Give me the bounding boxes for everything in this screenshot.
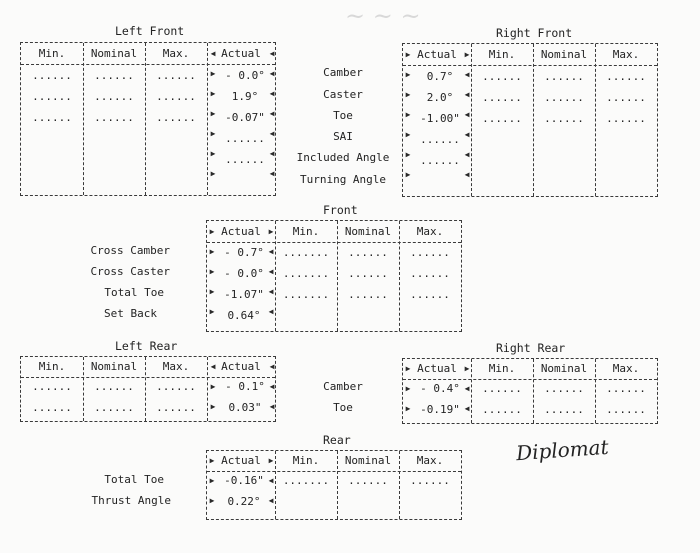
left-front-actual-caster: 1.9°	[231, 90, 259, 103]
label-caster: Caster	[323, 88, 363, 101]
label-total-toe-front: Total Toe	[104, 286, 164, 299]
right-front-header-actual: Actual	[417, 48, 457, 61]
right-rear-header-max: Max.	[612, 362, 640, 375]
left-front-header-min: Min.	[38, 47, 66, 60]
front-max-1: ......	[410, 267, 450, 280]
left-rear-header-nominal: Nominal	[90, 360, 138, 373]
left-rear-max-0: ......	[156, 380, 196, 393]
right-rear-nominal-1: ......	[544, 403, 584, 416]
right-rear-table	[402, 358, 658, 424]
right-front-nominal-1: ......	[544, 91, 584, 104]
front-actual-cross-caster: - 0.0°	[224, 267, 264, 280]
rear-table	[206, 450, 462, 520]
left-rear-table	[20, 356, 276, 422]
arrow-marker-icon: ◀ ▶ ▶	[210, 362, 216, 411]
front-header-min: Min.	[292, 225, 320, 238]
arrow-marker-icon: ▶ ◀ ◀ ◀ ◀ ◀ ◀	[464, 50, 470, 179]
left-rear-min-0: ......	[32, 380, 72, 393]
front-actual-total-toe: -1.07"	[224, 288, 264, 301]
front-nominal-2: ......	[348, 288, 388, 301]
rear-header-actual: Actual	[221, 454, 261, 467]
label-cross-camber: Cross Camber	[90, 244, 170, 257]
front-header-max: Max.	[416, 225, 444, 238]
left-rear-header-actual: Actual	[221, 360, 261, 373]
left-rear-nominal-0: ......	[94, 380, 134, 393]
right-front-nominal-0: ......	[544, 70, 584, 83]
arrow-marker-icon: ▶ ◀ ◀	[464, 364, 470, 413]
arrow-marker-icon: ◀ ◀ ◀	[269, 362, 275, 411]
arrow-marker-icon: ▶ ◀ ◀ ◀ ◀	[268, 227, 274, 316]
label-toe: Toe	[333, 109, 353, 122]
left-front-actual-sai: ......	[225, 132, 265, 145]
handwritten-note: Diplomat	[515, 434, 610, 466]
rear-actual-total-toe: -0.16"	[224, 474, 264, 487]
left-front-header-max: Max.	[162, 47, 190, 60]
front-min-1: .......	[282, 267, 330, 280]
left-front-table	[20, 42, 276, 196]
left-rear-max-1: ......	[156, 401, 196, 414]
left-front-min-0: ......	[32, 69, 72, 82]
left-front-nominal-0: ......	[94, 69, 134, 82]
label-cross-caster: Cross Caster	[90, 265, 170, 278]
rear-max-0: ......	[410, 474, 450, 487]
right-rear-actual-toe: -0.19"	[420, 403, 460, 416]
right-front-actual-caster: 2.0°	[426, 91, 454, 104]
right-front-header-min: Min.	[488, 48, 516, 61]
front-max-2: ......	[410, 288, 450, 301]
label-total-toe-rear: Total Toe	[104, 473, 164, 486]
right-rear-min-1: ......	[482, 403, 522, 416]
rear-header-max: Max.	[416, 454, 444, 467]
label-sai: SAI	[333, 130, 353, 143]
label-thrust-angle: Thrust Angle	[91, 494, 171, 507]
right-rear-header-nominal: Nominal	[540, 362, 588, 375]
left-rear-actual-camber: - 0.1°	[225, 380, 265, 393]
right-front-actual-sai: ......	[420, 133, 460, 146]
right-front-max-2: ......	[606, 112, 646, 125]
right-front-header-nominal: Nominal	[540, 48, 588, 61]
right-rear-header-min: Min.	[488, 362, 516, 375]
arrow-marker-icon: ▶ ◀ ◀	[268, 456, 274, 505]
left-front-min-2: ......	[32, 111, 72, 124]
left-front-actual-included-angle: ......	[225, 153, 265, 166]
rear-actual-thrust-angle: 0.22°	[227, 495, 261, 508]
right-front-actual-included-angle: ......	[420, 154, 460, 167]
right-rear-title: Right Rear	[496, 341, 566, 355]
right-front-min-1: ......	[482, 91, 522, 104]
front-table	[206, 220, 462, 332]
front-actual-cross-camber: - 0.7°	[224, 246, 264, 259]
front-title: Front	[323, 203, 358, 217]
left-front-nominal-2: ......	[94, 111, 134, 124]
right-rear-max-1: ......	[606, 403, 646, 416]
left-rear-header-min: Min.	[38, 360, 66, 373]
front-max-0: ......	[410, 246, 450, 259]
front-min-2: .......	[282, 288, 330, 301]
front-header-nominal: Nominal	[344, 225, 392, 238]
right-rear-min-0: ......	[482, 382, 522, 395]
right-front-actual-toe: -1.00"	[420, 112, 460, 125]
rear-title: Rear	[323, 433, 351, 447]
label-included-angle: Included Angle	[296, 151, 390, 164]
right-front-min-0: ......	[482, 70, 522, 83]
label-rear-toe: Toe	[333, 401, 353, 414]
right-rear-max-0: ......	[606, 382, 646, 395]
left-front-actual-camber: - 0.0°	[225, 69, 265, 82]
left-rear-nominal-1: ......	[94, 401, 134, 414]
left-front-nominal-1: ......	[94, 90, 134, 103]
right-front-nominal-2: ......	[544, 112, 584, 125]
left-rear-header-max: Max.	[162, 360, 190, 373]
rear-nominal-0: ......	[348, 474, 388, 487]
left-rear-title: Left Rear	[115, 339, 178, 353]
front-actual-set-back: 0.64°	[227, 309, 261, 322]
arrow-marker-icon: ◀ ◀ ◀ ◀ ◀ ◀ ◀	[269, 49, 275, 178]
front-nominal-0: ......	[348, 246, 388, 259]
label-camber: Camber	[323, 66, 363, 79]
right-rear-nominal-0: ......	[544, 382, 584, 395]
arrow-marker-icon: ▶ ▶ ▶ ▶ ▶	[209, 227, 215, 316]
left-rear-min-1: ......	[32, 401, 72, 414]
arrow-marker-icon: ▶ ▶ ▶	[405, 364, 411, 413]
right-rear-header-actual: Actual	[417, 362, 457, 375]
bleed-through-mark: ~ ~ ~	[345, 2, 421, 30]
left-front-min-1: ......	[32, 90, 72, 103]
left-front-max-0: ......	[156, 69, 196, 82]
left-front-header-nominal: Nominal	[90, 47, 138, 60]
front-nominal-1: ......	[348, 267, 388, 280]
right-front-table	[402, 43, 658, 197]
left-front-title: Left Front	[115, 24, 185, 38]
arrow-marker-icon: ▶ ▶ ▶	[209, 456, 215, 505]
label-turning-angle: Turning Angle	[299, 173, 387, 186]
left-front-max-2: ......	[156, 111, 196, 124]
rear-min-0: .......	[282, 474, 330, 487]
left-front-max-1: ......	[156, 90, 196, 103]
rear-header-nominal: Nominal	[344, 454, 392, 467]
left-front-actual-toe: -0.07"	[225, 111, 265, 124]
front-min-0: .......	[282, 246, 330, 259]
front-header-actual: Actual	[221, 225, 261, 238]
left-front-header-actual: Actual	[221, 47, 261, 60]
arrow-marker-icon: ▶ ▶ ▶ ▶ ▶ ▶ ▶	[405, 50, 411, 179]
arrow-marker-icon: ◀ ▶ ▶ ▶ ▶ ▶ ▶	[210, 49, 216, 178]
rear-header-min: Min.	[292, 454, 320, 467]
right-front-max-0: ......	[606, 70, 646, 83]
left-rear-actual-toe: 0.03"	[228, 401, 262, 414]
right-front-actual-camber: 0.7°	[426, 70, 454, 83]
right-front-header-max: Max.	[612, 48, 640, 61]
right-front-min-2: ......	[482, 112, 522, 125]
label-set-back: Set Back	[104, 307, 157, 320]
right-front-max-1: ......	[606, 91, 646, 104]
right-rear-actual-camber: - 0.4°	[420, 382, 460, 395]
label-rear-camber: Camber	[323, 380, 363, 393]
right-front-title: Right Front	[496, 26, 573, 40]
